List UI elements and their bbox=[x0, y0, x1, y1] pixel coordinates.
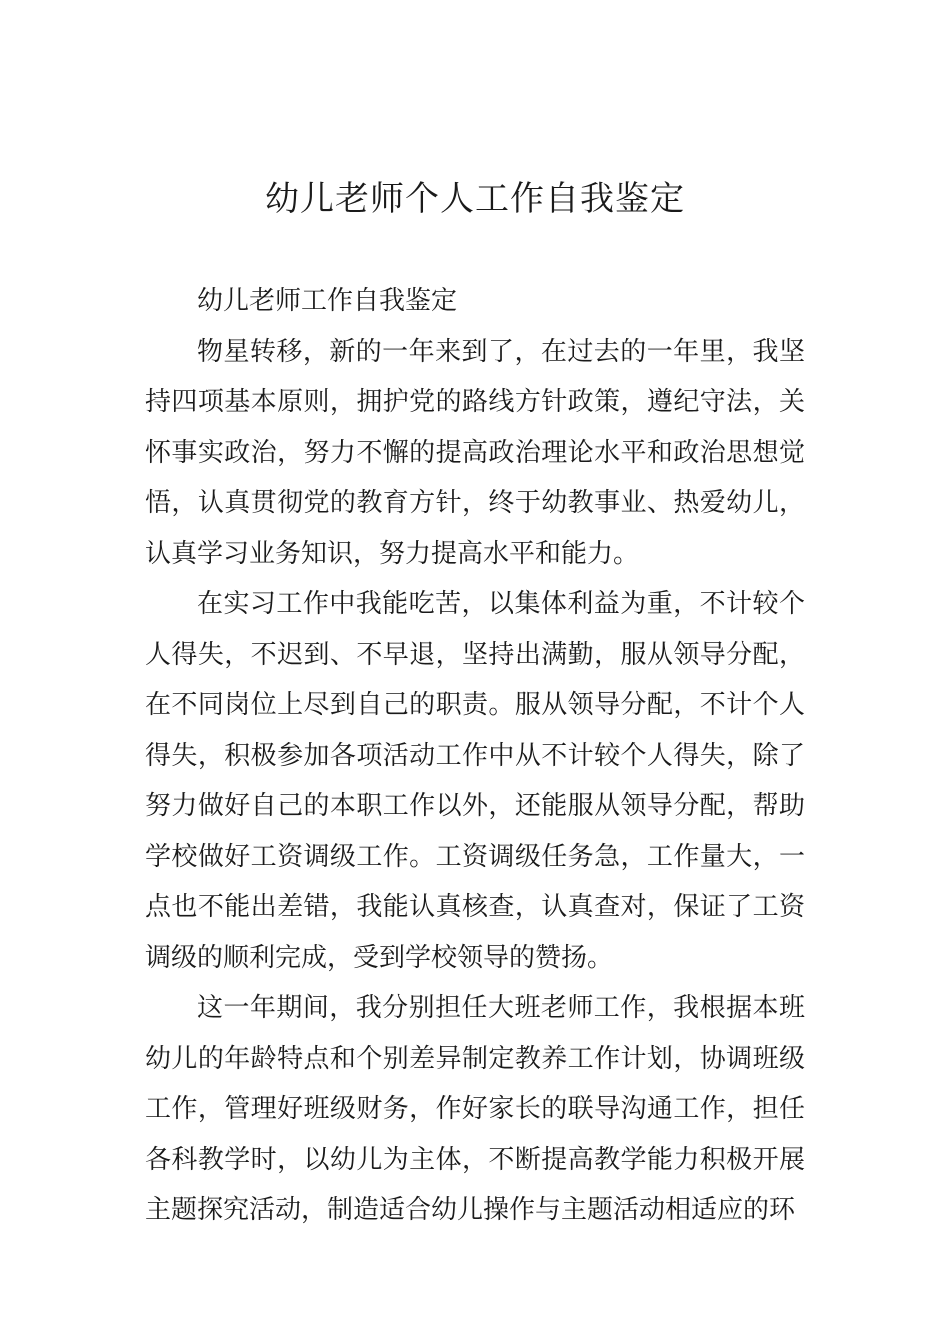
document-title: 幼儿老师个人工作自我鉴定 bbox=[265, 179, 685, 219]
document-body bbox=[145, 276, 805, 1236]
paragraph-2: 在实习工作中我能吃苦，以集体利益为重，不计较个人得失，不迟到、不早退，坚持出满勤，服从领导分配，在不同岗位上尽到自己的职责。服从领导分配，不计个人得失，积极参加各项活动工作中从不计较个人得失，除了努力做好自己的本职工作以外，还能服从领导分配，帮助学校做好工资调级工作。工资调级任务急，工作量大，一点也不能出差错，我能认真核查，认真查对，保证了工资调级的顺利完成，受到学校领导的赞扬。 bbox=[145, 589, 805, 973]
paragraph-1: 物星转移，新的一年来到了，在过去的一年里，我坚持四项基本原则，拥护党的路线方针政策，遵纪守法，关怀事实政治，努力不懈的提高政治理论水平和政治思想觉悟，认真贯彻党的教育方针，终于幼教事业、热爱幼儿，认真学习业务知识，努力提高水平和能力。 bbox=[145, 336, 805, 569]
paragraph-3: 这一年期间，我分别担任大班老师工作，我根据本班幼儿的年龄特点和个别差异制定教养工作计划，协调班级工作，管理好班级财务，作好家长的联导沟通工作，担任各科教学时，以幼儿为主体，不断提高教学能力积极开展主题探究活动，制造适合幼儿操作与主题活动相适应的环 bbox=[145, 993, 805, 1225]
document-subtitle: 幼儿老师工作自我鉴定 bbox=[197, 286, 458, 316]
